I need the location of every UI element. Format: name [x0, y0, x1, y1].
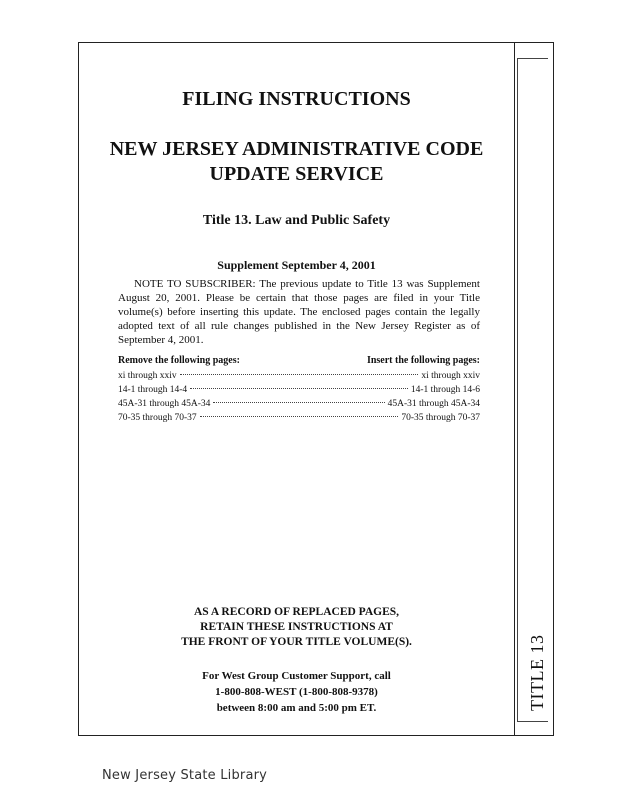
side-tab-label: TITLE 13 — [527, 634, 547, 711]
support-hours: between 8:00 am and 5:00 pm ET. — [216, 702, 377, 714]
leader-dots — [190, 388, 408, 389]
pages-table-header — [118, 355, 480, 366]
remove-range: 45A-31 through 45A-34 — [118, 399, 211, 409]
notice-line: THE FRONT OF YOUR TITLE VOLUME(S). — [181, 636, 412, 648]
update-service-heading: UPDATE SERVICE — [209, 163, 384, 185]
insert-range: 45A-31 through 45A-34 — [387, 399, 480, 409]
filing-instructions-heading: FILING INSTRUCTIONS — [182, 88, 411, 110]
side-tab-strip — [515, 42, 554, 736]
insert-pages-header: Insert the following pages: — [366, 355, 480, 366]
leader-dots — [200, 416, 399, 417]
remove-range: xi through xxiv — [118, 371, 177, 381]
notice-line: RETAIN THESE INSTRUCTIONS AT — [200, 621, 393, 633]
title-subject-heading: Title 13. Law and Public Safety — [202, 213, 391, 228]
table-row — [118, 411, 480, 425]
code-name-heading: NEW JERSEY ADMINISTRATIVE CODE — [109, 138, 484, 160]
leader-dots — [213, 402, 384, 403]
remove-range: 14-1 through 14-4 — [118, 385, 188, 395]
table-row — [118, 383, 480, 397]
table-row — [118, 369, 480, 383]
remove-range: 70-35 through 70-37 — [118, 413, 197, 423]
remove-pages-header: Remove the following pages: — [118, 355, 240, 366]
leader-dots — [180, 374, 419, 375]
supplement-date: Supplement September 4, 2001 — [217, 258, 376, 272]
table-row — [118, 397, 480, 411]
insert-range: 14-1 through 14-6 — [410, 385, 480, 395]
notice-line: AS A RECORD OF REPLACED PAGES, — [193, 606, 400, 618]
support-line: For West Group Customer Support, call — [202, 670, 391, 682]
retain-instructions-notice — [78, 605, 515, 650]
insert-range: xi through xxiv — [421, 371, 480, 381]
note-to-subscriber: NOTE TO SUBSCRIBER: The previous update to Title 13 was Supplement August 20, 2001. Please be certain that those pages are filed in your Title volume(s) before inserting this update. The enclosed pages contain the legally adopted text of all rule changes published in the New Jersey Register as of September 4, 2001. — [118, 278, 480, 346]
side-tab-inner-frame — [517, 58, 548, 722]
library-watermark: New Jersey State Library — [102, 768, 268, 783]
pages-table — [118, 355, 480, 425]
customer-support-info — [78, 668, 515, 716]
insert-range: 70-35 through 70-37 — [401, 413, 480, 423]
support-phone: 1-800-808-WEST (1-800-808-9378) — [215, 686, 378, 698]
